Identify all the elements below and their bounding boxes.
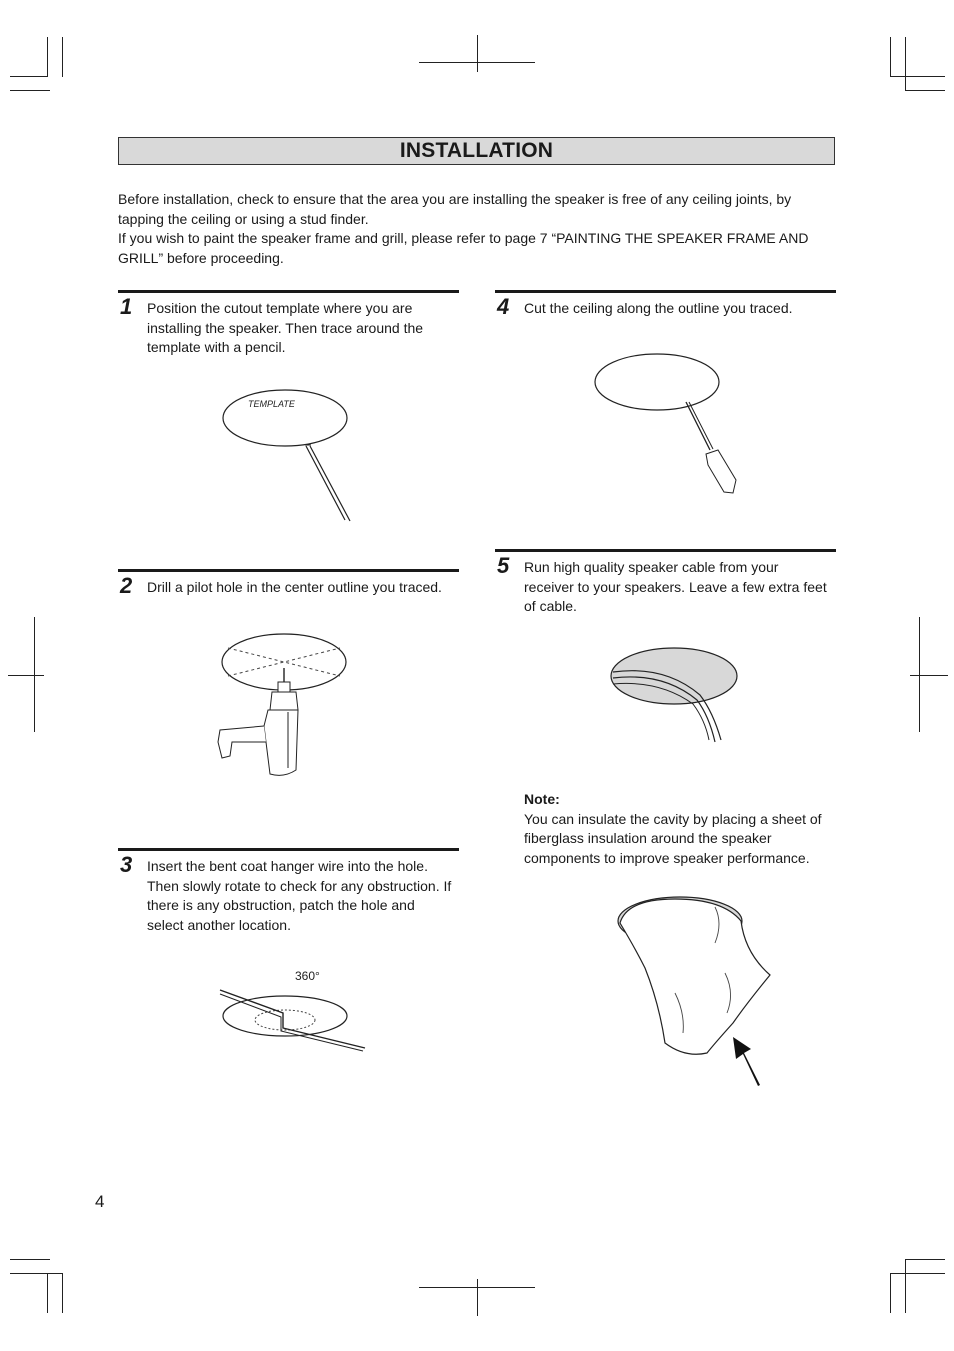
step-number: 2	[120, 573, 133, 598]
intro-text	[118, 190, 838, 268]
intro-paragraph-1: Before installation, check to ensure that the area you are installing the speaker is free of any ceiling joints, by tapping the ceiling or using a stud finder.	[118, 191, 792, 227]
step-5	[495, 549, 836, 614]
drill-illustration	[210, 630, 355, 785]
page-title: INSTALLATION	[399, 139, 554, 162]
step-divider	[495, 549, 836, 552]
cutting-illustration	[588, 350, 748, 500]
cable-illustration	[605, 640, 745, 750]
step-number: 4	[497, 294, 510, 319]
step-divider	[495, 290, 836, 293]
ceiling-outline	[595, 354, 719, 410]
utility-knife-icon	[686, 402, 736, 493]
intro-paragraph-2: If you wish to paint the speaker frame and grill, please refer to page 7 “PAINTING THE SPEAKER FRAME AND GRILL” before proceeding.	[118, 230, 809, 266]
step-text: Insert the bent coat hanger wire into the hole. Then slowly rotate to check for any obstruction. If there is any obstruction, patch the hole and select another location.	[147, 858, 452, 933]
step-2	[118, 569, 459, 598]
rotation-label: 360°	[295, 969, 320, 983]
step-number: 5	[497, 553, 510, 578]
coat-hanger-illustration	[215, 965, 375, 1060]
step-divider	[118, 569, 459, 572]
page-number: 4	[95, 1192, 105, 1211]
step-divider	[118, 290, 459, 293]
note-label: Note:	[524, 791, 560, 807]
note-block: Note: You can insulate the cavity by placing a sheet of fiberglass insulation around the speaker components to improve speaker performance.	[524, 790, 844, 868]
step-text: Cut the ceiling along the outline you traced.	[524, 300, 793, 316]
step-1	[118, 290, 459, 355]
ceiling-opening	[611, 648, 737, 704]
step-text: Run high quality speaker cable from your receiver to your speakers. Leave a few extra feet of cable.	[524, 559, 827, 614]
step-number: 3	[120, 852, 133, 877]
step-3	[118, 848, 459, 933]
section-title-bar	[118, 137, 835, 165]
insulation-illustration	[615, 893, 780, 1093]
step-text: Position the cutout template where you are installing the speaker. Then trace around the template with a pencil.	[147, 300, 424, 355]
template-label: TEMPLATE	[248, 399, 295, 409]
step-divider	[118, 848, 459, 851]
step-text: Drill a pilot hole in the center outline you traced.	[147, 579, 442, 595]
arrow-up-icon	[733, 1037, 760, 1086]
template-pencil-illustration	[215, 385, 360, 530]
step-number: 1	[120, 294, 133, 319]
insulation-sheet	[620, 899, 770, 1054]
step-4	[495, 290, 836, 319]
pencil-icon	[305, 445, 350, 521]
